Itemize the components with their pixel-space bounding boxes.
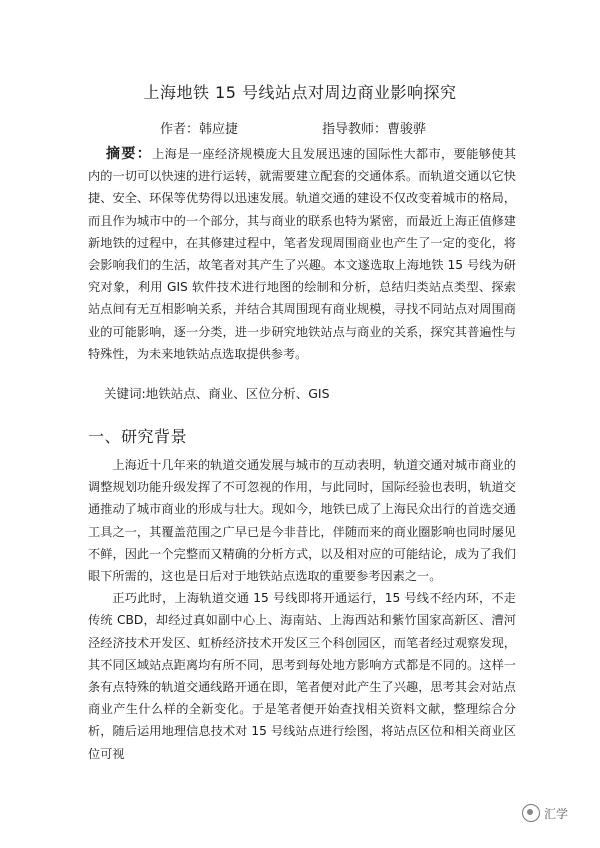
watermark-logo [522,804,568,822]
keywords: 关键词:地铁站点、商业、区位分析、GIS [104,386,330,401]
watermark-text: 汇学 [544,806,569,821]
section-body [88,454,516,765]
paper-title: 上海地铁 15 号线站点对周边商业影响探究 [143,83,457,102]
abstract-label: 摘要： [106,146,153,162]
abstract-text: 上海是一座经济规模庞大且发展迅速的国际性大都市，要能够使其内的一切可以快速的进行运转，就需要建立配套的交通体系。而轨道交通以它快捷、安全、环保等优势得以迅速发展。轨道交通的建设不仅改变着城市的格局，而且作为城市中的一个部分，其与商业的联系也特为紧密，而最近上海正值修建新地铁的过程中，在其修建过程中，笔者发现周围商业也产生了一定的变化，将会影响我们的生活，故笔者对其产生了兴趣。本文遂选取上海地铁 15 号线为研究对象，利用 GIS 软件技术进行地图的绘制和分析，总结归类站点类型、探索站点间有无互相影响关系，并结合其周围现有商业规模，寻找不同站点对周围商业的可能影响，逐一分类，进一步研究地铁站点与商业的关系，探究其普遍性与特殊性，为未来地铁站点选取提供参考。 [88,147,517,361]
wechat-icon [522,804,540,822]
advisor-name: 指导教师：曹骏骅 [322,122,427,137]
paragraph-1: 上海近十几年来的轨道交通发展与城市的互动表明，轨道交通对城市商业的调整规划功能升级发挥了不可忽视的作用，与此同时，国际经验也表明，轨道交通推动了城市商业的形成与壮大。现如今，地铁已成了上海民众出行的首选交通工具之一，其覆盖范围之广早已是今非昔比，伴随而来的商业圈影响也同时屡见不鲜，因此一个完整而又精确的分析方式，以及相对应的可能结论，成为了我们眼下所需的，这也是日后对于地铁站点选取的重要参考因素之一。 [88,458,516,584]
author-name: 作者：韩应捷 [160,122,239,137]
section-heading: 一、研究背景 [88,427,188,446]
paragraph-2: 正巧此时，上海轨道交通 15 号线即将开通运行，15 号线不经内环，不走传统 CBD，却经过真如副中心上、海南站、上海西站和紫竹国家高新区、漕河泾经济技术开发区、虹桥经济技术开发区三个科创园区，而笔者经过观察发现，其不同区域站点距离均有所不同，思考到每处地方影响方式都是不同的。这样一条有点特殊的轨道交通线路开通在即，笔者便对此产生了兴趣，思考其会对站点商业产生什么样的全新变化。于是笔者便开始查找相关资料文献，整理综合分析，随后运用地理信息技术对 15 号线站点进行绘图，将站点区位和相关商业区位可视 [88,591,516,761]
abstract [88,143,516,365]
